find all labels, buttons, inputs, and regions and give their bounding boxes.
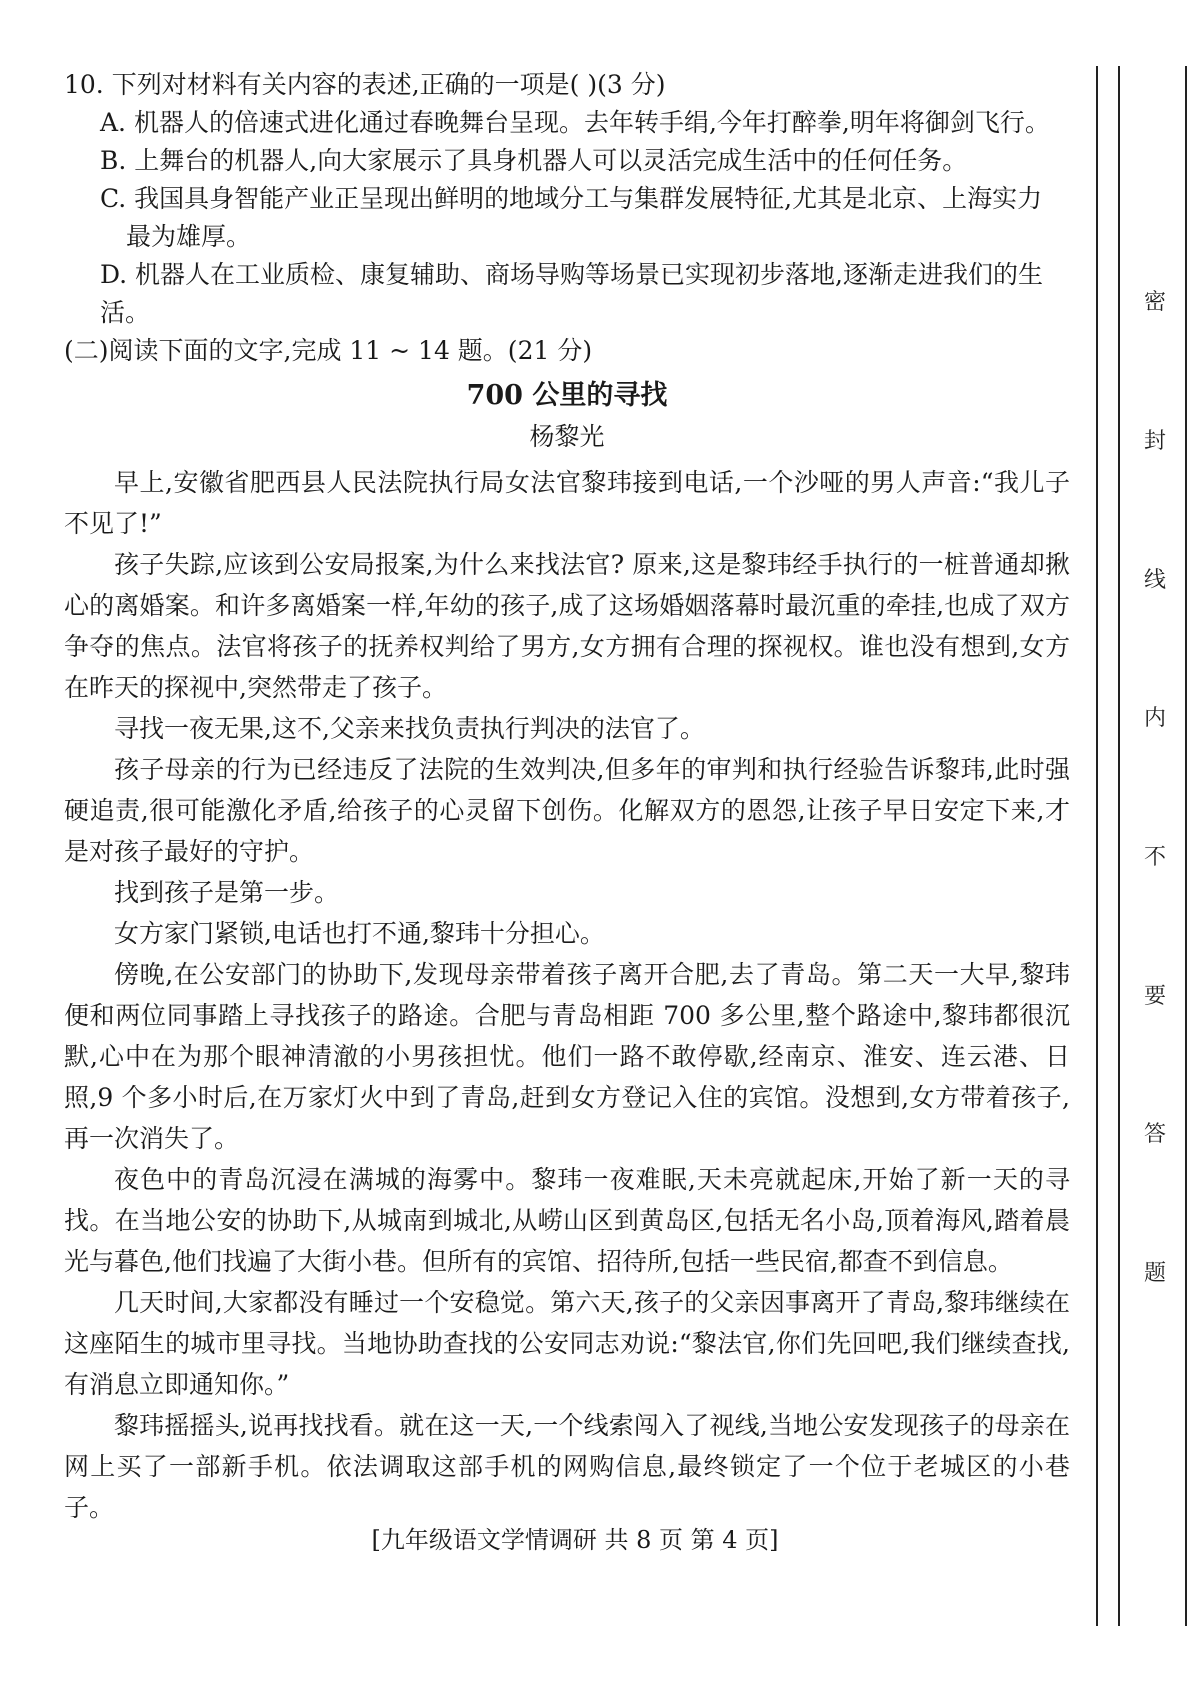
- paragraph: 找到孩子是第一步。: [114, 878, 340, 907]
- option-c: [64, 180, 1070, 256]
- paragraph: 早上,安徽省肥西县人民法院执行局女法官黎玮接到电话,一个沙哑的男人声音:“我儿子不见了!”: [64, 468, 1070, 538]
- paragraph: 夜色中的青岛沉浸在满城的海雾中。黎玮一夜难眠,天未亮就起床,开始了新一天的寻找。在当地公安的协助下,从城南到城北,从崂山区到黄岛区,包括无名小岛,顶着海风,踏着晨光与暮色,他们找遍了大街小巷。但所有的宾馆、招待所,包括一些民宿,都查不到信息。: [64, 1165, 1070, 1276]
- paragraph: 寻找一夜无果,这不,父亲来找负责执行判决的法官了。: [114, 714, 705, 743]
- question-10-stem: 10. 下列对材料有关内容的表述,正确的一项是( )(3 分): [64, 70, 666, 99]
- seal-char: 题: [1143, 1261, 1166, 1286]
- option-a: A. 机器人的倍速式进化通过春晚舞台呈现。去年转手绢,今年打醉拳,明年将御剑飞行。: [100, 108, 1050, 137]
- page-content: [64, 66, 1070, 1528]
- seal-char: 线: [1143, 568, 1166, 593]
- paragraph: 女方家门紧锁,电话也打不通,黎玮十分担心。: [114, 919, 605, 948]
- seal-char: 内: [1143, 706, 1166, 731]
- binding-line: [1118, 66, 1120, 1626]
- article-title: 700 公里的寻找: [466, 380, 668, 411]
- page-footer: [九年级语文学情调研 共 8 页 第 4 页]: [371, 1526, 779, 1554]
- binding-margin: [1080, 0, 1190, 1684]
- paragraph: 几天时间,大家都没有睡过一个安稳觉。第六天,孩子的父亲因事离开了青岛,黎玮继续在这座陌生的城市里寻找。当地协助查找的公安同志劝说:“黎法官,你们先回吧,我们继续查找,有消息立即通知你。”: [64, 1288, 1070, 1399]
- seal-char: 要: [1143, 984, 1166, 1009]
- section-heading: (二)阅读下面的文字,完成 11 ~ 14 题。(21 分): [64, 336, 593, 365]
- seal-char: 答: [1143, 1122, 1166, 1147]
- paragraph: 孩子失踪,应该到公安局报案,为什么来找法官? 原来,这是黎玮经手执行的一桩普通却揪心的离婚案。和许多离婚案一样,年幼的孩子,成了这场婚姻落幕时最沉重的牵挂,也成了双方争夺的焦点。法官将孩子的抚养权判给了男方,女方拥有合理的探视权。谁也没有想到,女方在昨天的探视中,突然带走了孩子。: [64, 550, 1070, 702]
- option-b: B. 上舞台的机器人,向大家展示了具身机器人可以灵活完成生活中的任何任务。: [100, 146, 968, 175]
- seal-char: 不: [1143, 845, 1166, 870]
- paragraph: 傍晚,在公安部门的协助下,发现母亲带着孩子离开合肥,去了青岛。第二天一大早,黎玮便和两位同事踏上寻找孩子的路途。合肥与青岛相距 700 多公里,整个路途中,黎玮都很沉默,心中在为那个眼神清澈的小男孩担忧。他们一路不敢停歇,经南京、淮安、连云港、日照,9 个多小时后,在万家灯火中到了青岛,赶到女方登记入住的宾馆。没想到,女方带着孩子,再一次消失了。: [64, 960, 1070, 1153]
- question-10-options: [64, 104, 1070, 332]
- binding-line: [1185, 66, 1187, 1626]
- option-d: D. 机器人在工业质检、康复辅助、商场导购等场景已实现初步落地,逐渐走进我们的生活。: [100, 260, 1043, 327]
- paragraph: 黎玮摇摇头,说再找找看。就在这一天,一个线索闯入了视线,当地公安发现孩子的母亲在网上买了一部新手机。依法调取这部手机的网购信息,最终锁定了一个位于老城区的小巷子。: [64, 1411, 1070, 1522]
- option-c-text: C. 我国具身智能产业正呈现出鲜明的地域分工与集群发展特征,尤其是北京、上海实力: [100, 184, 1043, 213]
- article-body: [64, 462, 1070, 1528]
- paragraph: 孩子母亲的行为已经违反了法院的生效判决,但多年的审判和执行经验告诉黎玮,此时强硬追责,很可能激化矛盾,给孩子的心灵留下创伤。化解双方的恩怨,让孩子早日安定下来,才是对孩子最好的守护。: [64, 755, 1070, 866]
- seal-char: 密: [1143, 290, 1166, 315]
- article-author: 杨黎光: [529, 422, 605, 451]
- binding-line: [1096, 66, 1098, 1626]
- option-c-continuation: 最为雄厚。: [126, 222, 252, 251]
- seal-char: 封: [1143, 429, 1166, 454]
